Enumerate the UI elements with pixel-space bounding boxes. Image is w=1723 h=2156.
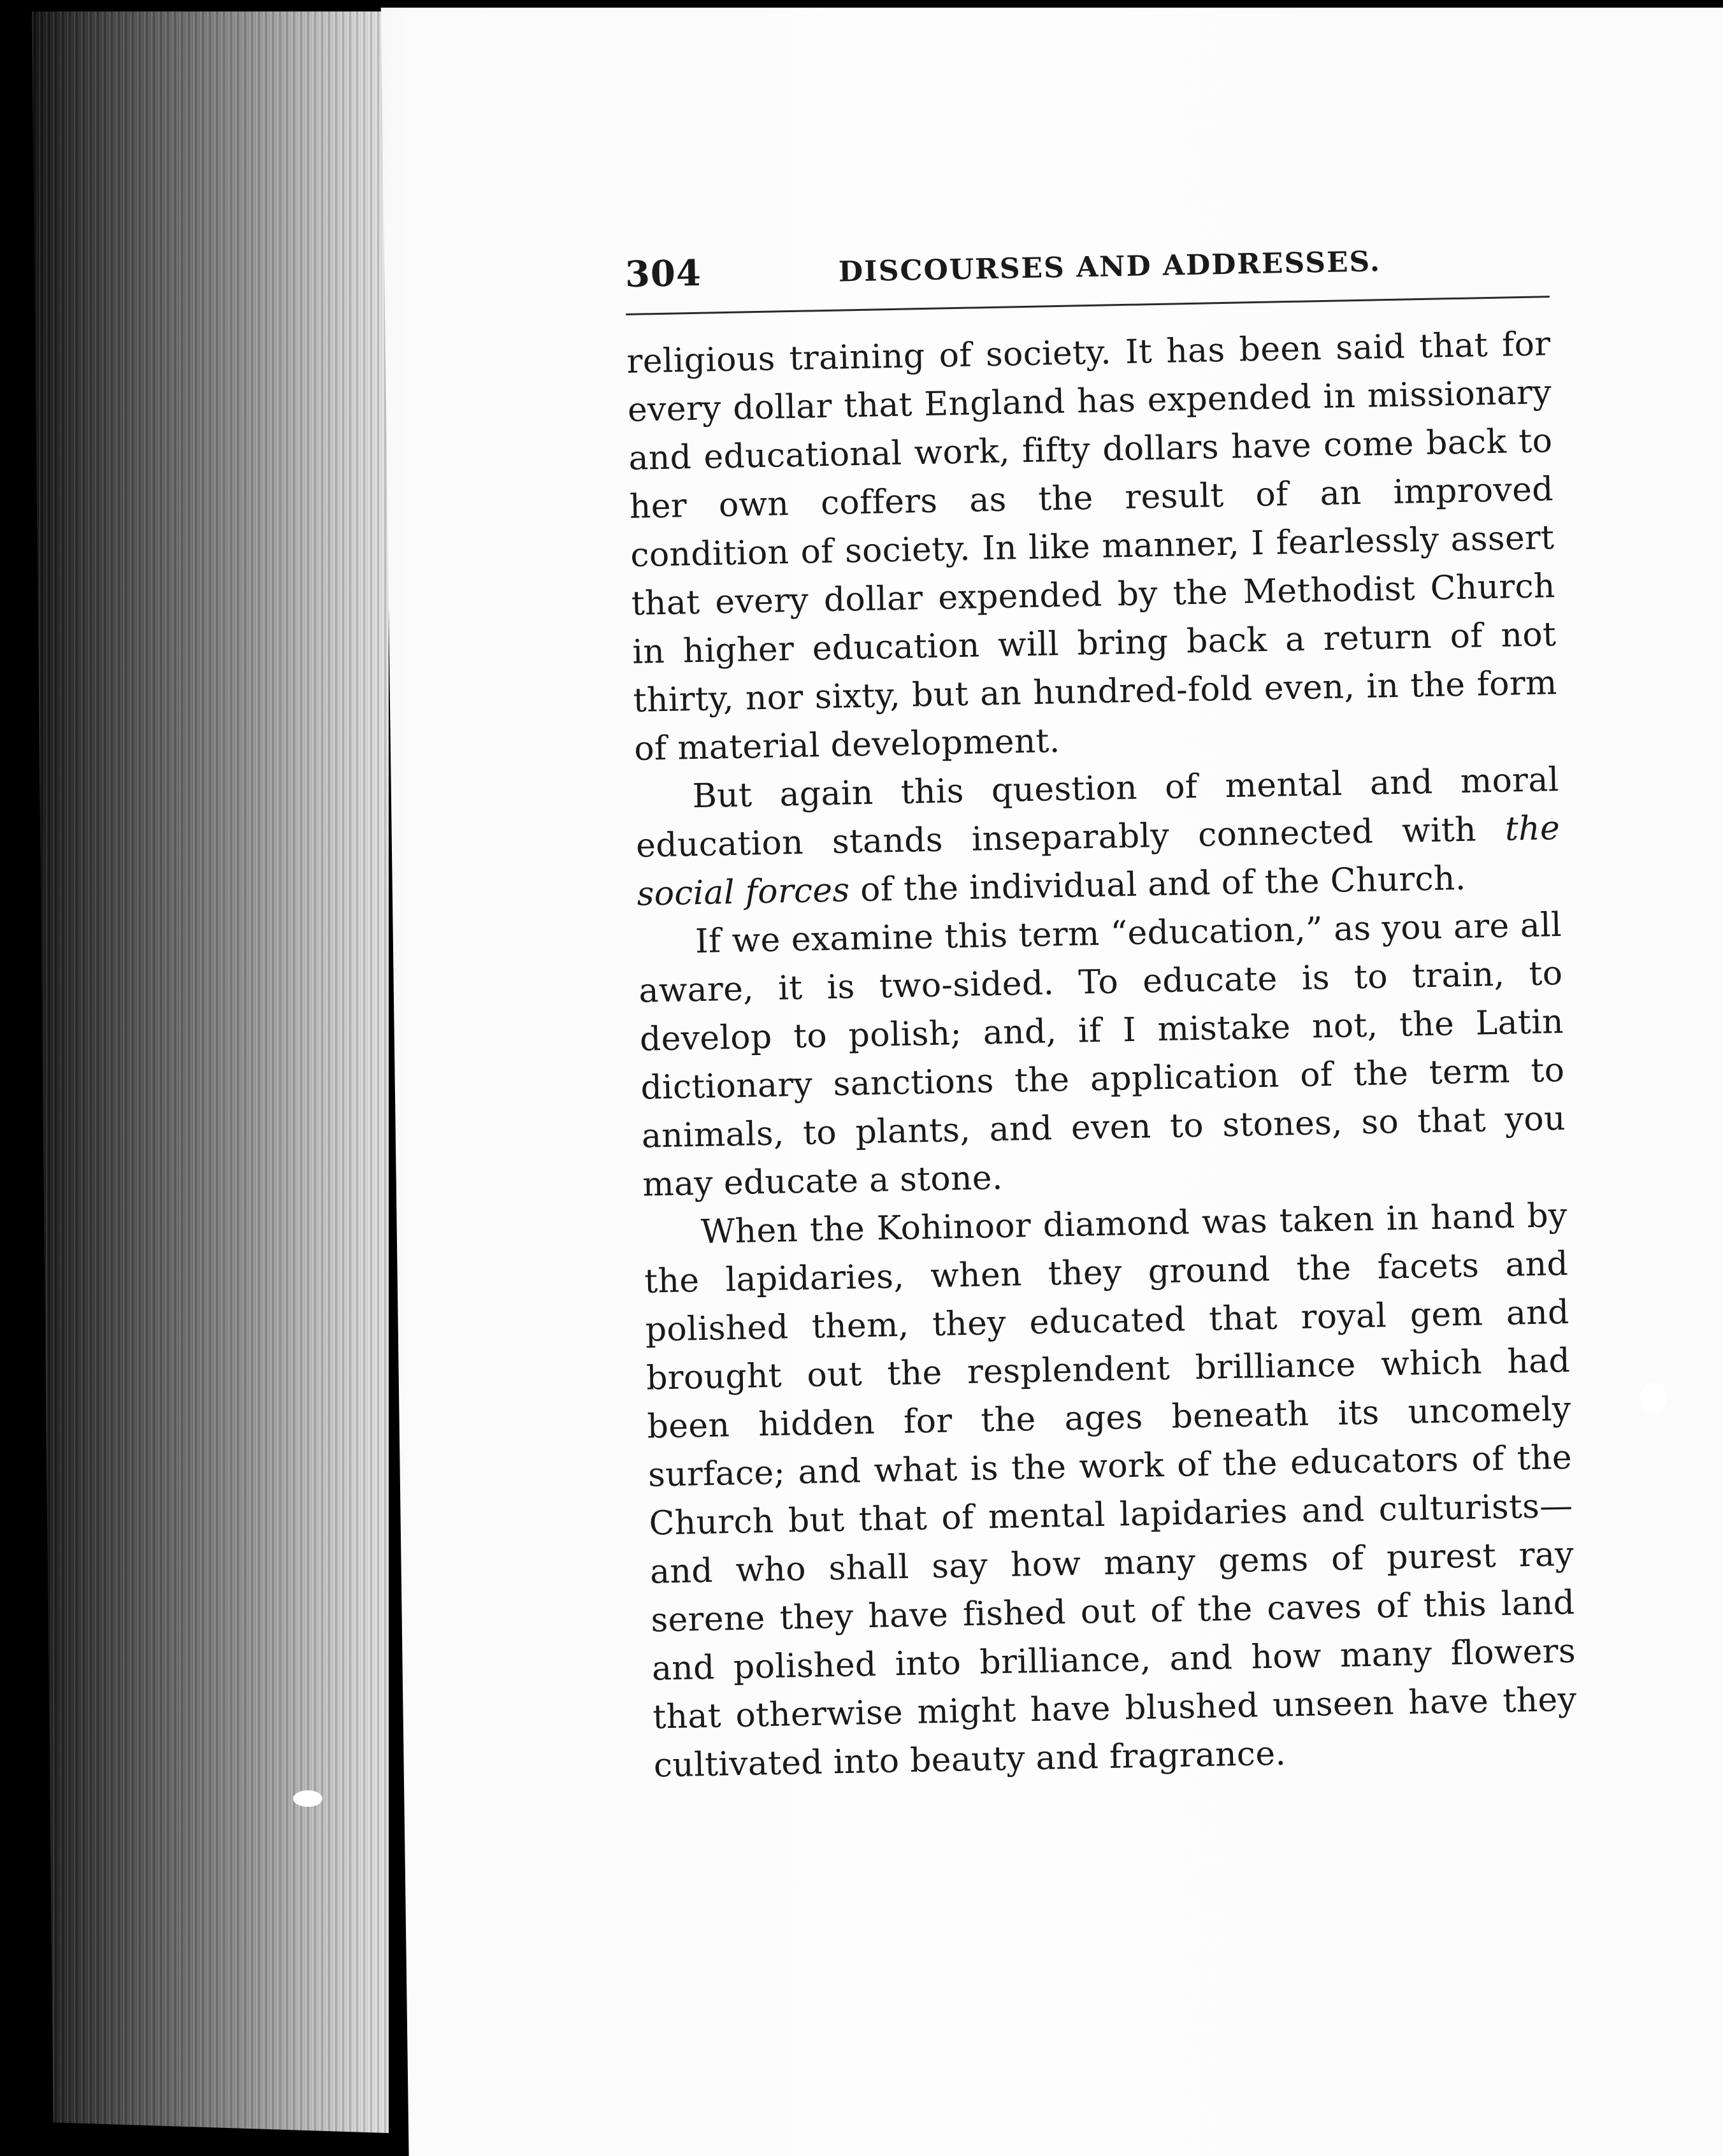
paragraph-text: of the individual and of the Church. (849, 859, 1467, 910)
page-edges (32, 11, 389, 2133)
paragraph: If we examine this term “education,” as you are all aware, it is two-sided. To educate is to train, to develop to polish; and, if I mistake not, the Latin dictionary sanctions the application of the term to animals, to plants, and even to stones, so that you may educate a stone. (638, 905, 1566, 1204)
page-number: 304 (624, 252, 702, 296)
paragraph-text: But again this question of mental and moral education stands inseparably connected with (635, 761, 1560, 865)
scan-artifact (293, 1790, 322, 1807)
paragraph (635, 756, 1561, 919)
paragraph: religious training of society. It has been said that for every dollar that England has expended in missionary and educational work, fifty dollars have come back to her own coffers as the result of an improved condition of society. In like manner, I fearlessly assert that every dollar expended by the Methodist Church in higher education will bring back a return of not thirty, nor sixty, but an hundred-fold even, in the form of material development. (626, 325, 1558, 768)
italic-phrase: the social forces (637, 808, 1561, 914)
body-text (626, 320, 1578, 1790)
running-title: DISCOURSES AND ADDRESSES. (838, 245, 1381, 289)
scan-artifact (1641, 1383, 1666, 1413)
paragraph: When the Kohinoor diamond was taken in hand by the lapidaries, when they ground the facets and polished them, they educated that royal gem and brought out the resplendent brilliance which had been hidden for the ages beneath its uncomely surface; and what is the work of the educators of the Church but that of mental lapidaries and culturists—and who shall say how many gems of purest ray serene they have fished out of the caves of this land and polished into brilliance, and how many flowers that otherwise might have blushed unseen have they cultivated into beauty and fragrance. (644, 1196, 1577, 1785)
